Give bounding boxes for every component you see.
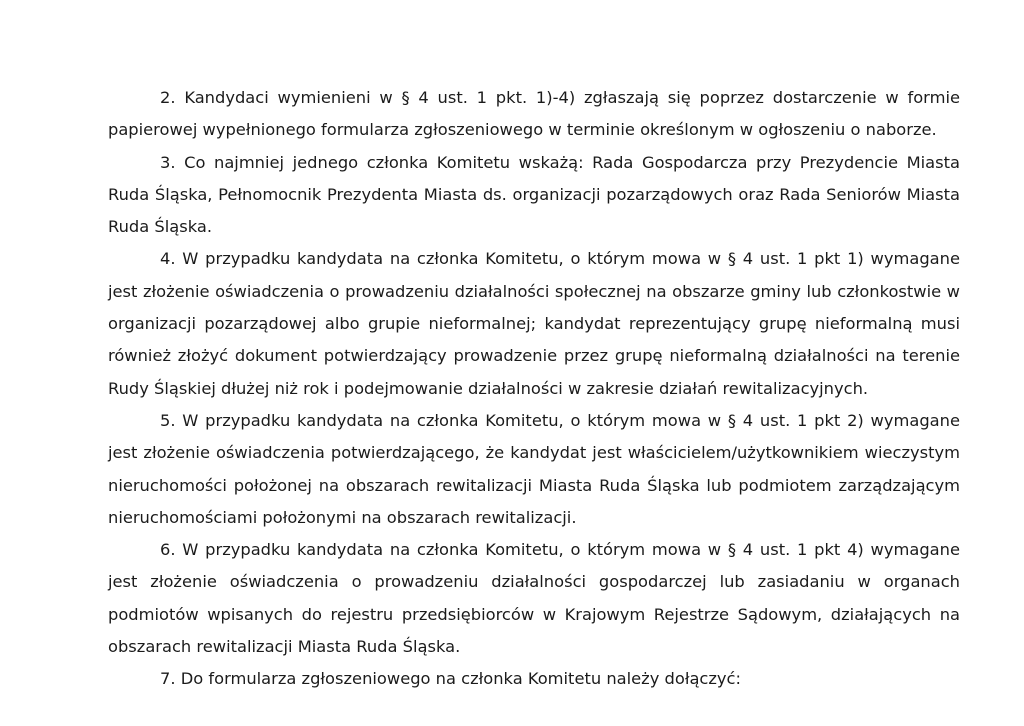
paragraph-4: 4. W przypadku kandydata na członka Komitetu, o którym mowa w § 4 ust. 1 pkt 1) wymagane jest złożenie oświadczenia o prowadzeniu działalności społecznej na obszarze gminy lub członkostwie w organizacji pozarządowej albo grupie nieformalnej; kandydat reprezentujący grupę nieformalną musi również złożyć dokument potwierdzający prowadzenie przez grupę nieformalną działalności na terenie Rudy Śląskiej dłużej niż rok i podejmowanie działalności w zakresie działań rewitalizacyjnych. (108, 249, 960, 398)
paragraph-3: 3. Co najmniej jednego członka Komitetu wskażą: Rada Gospodarcza przy Prezydencie Miasta Ruda Śląska, Pełnomocnik Prezydenta Miasta ds. organizacji pozarządowych oraz Rada Seniorów Miasta Ruda Śląska. (108, 152, 960, 237)
paragraph-6: 6. W przypadku kandydata na członka Komitetu, o którym mowa w § 4 ust. 1 pkt 4) wymagane jest złożenie oświadczenia o prowadzeniu działalności gospodarczej lub zasiadaniu w organach podmiotów wpisanych do rejestru przedsiębiorców w Krajowym Rejestrze Sądowym, działających na obszarach rewitalizacji Miasta Ruda Śląska. (108, 540, 960, 657)
paragraph-5: 5. W przypadku kandydata na członka Komitetu, o którym mowa w § 4 ust. 1 pkt 2) wymagane jest złożenie oświadczenia potwierdzającego, że kandydat jest właścicielem/użytkownikiem wieczystym nieruchomości położonej na obszarach rewitalizacji Miasta Ruda Śląska lub podmiotem zarządzającym nieruchomościami położonymi na obszarach rewitalizacji. (108, 410, 960, 527)
paragraph-7: 7. Do formularza zgłoszeniowego na członka Komitetu należy dołączyć: (160, 669, 741, 689)
document-body (108, 82, 960, 696)
paragraph-2: 2. Kandydaci wymienieni w § 4 ust. 1 pkt. 1)-4) zgłaszają się poprzez dostarczenie w formie papierowej wypełnionego formularza zgłoszeniowego w terminie określonym w ogłoszeniu o naborze. (108, 88, 960, 140)
